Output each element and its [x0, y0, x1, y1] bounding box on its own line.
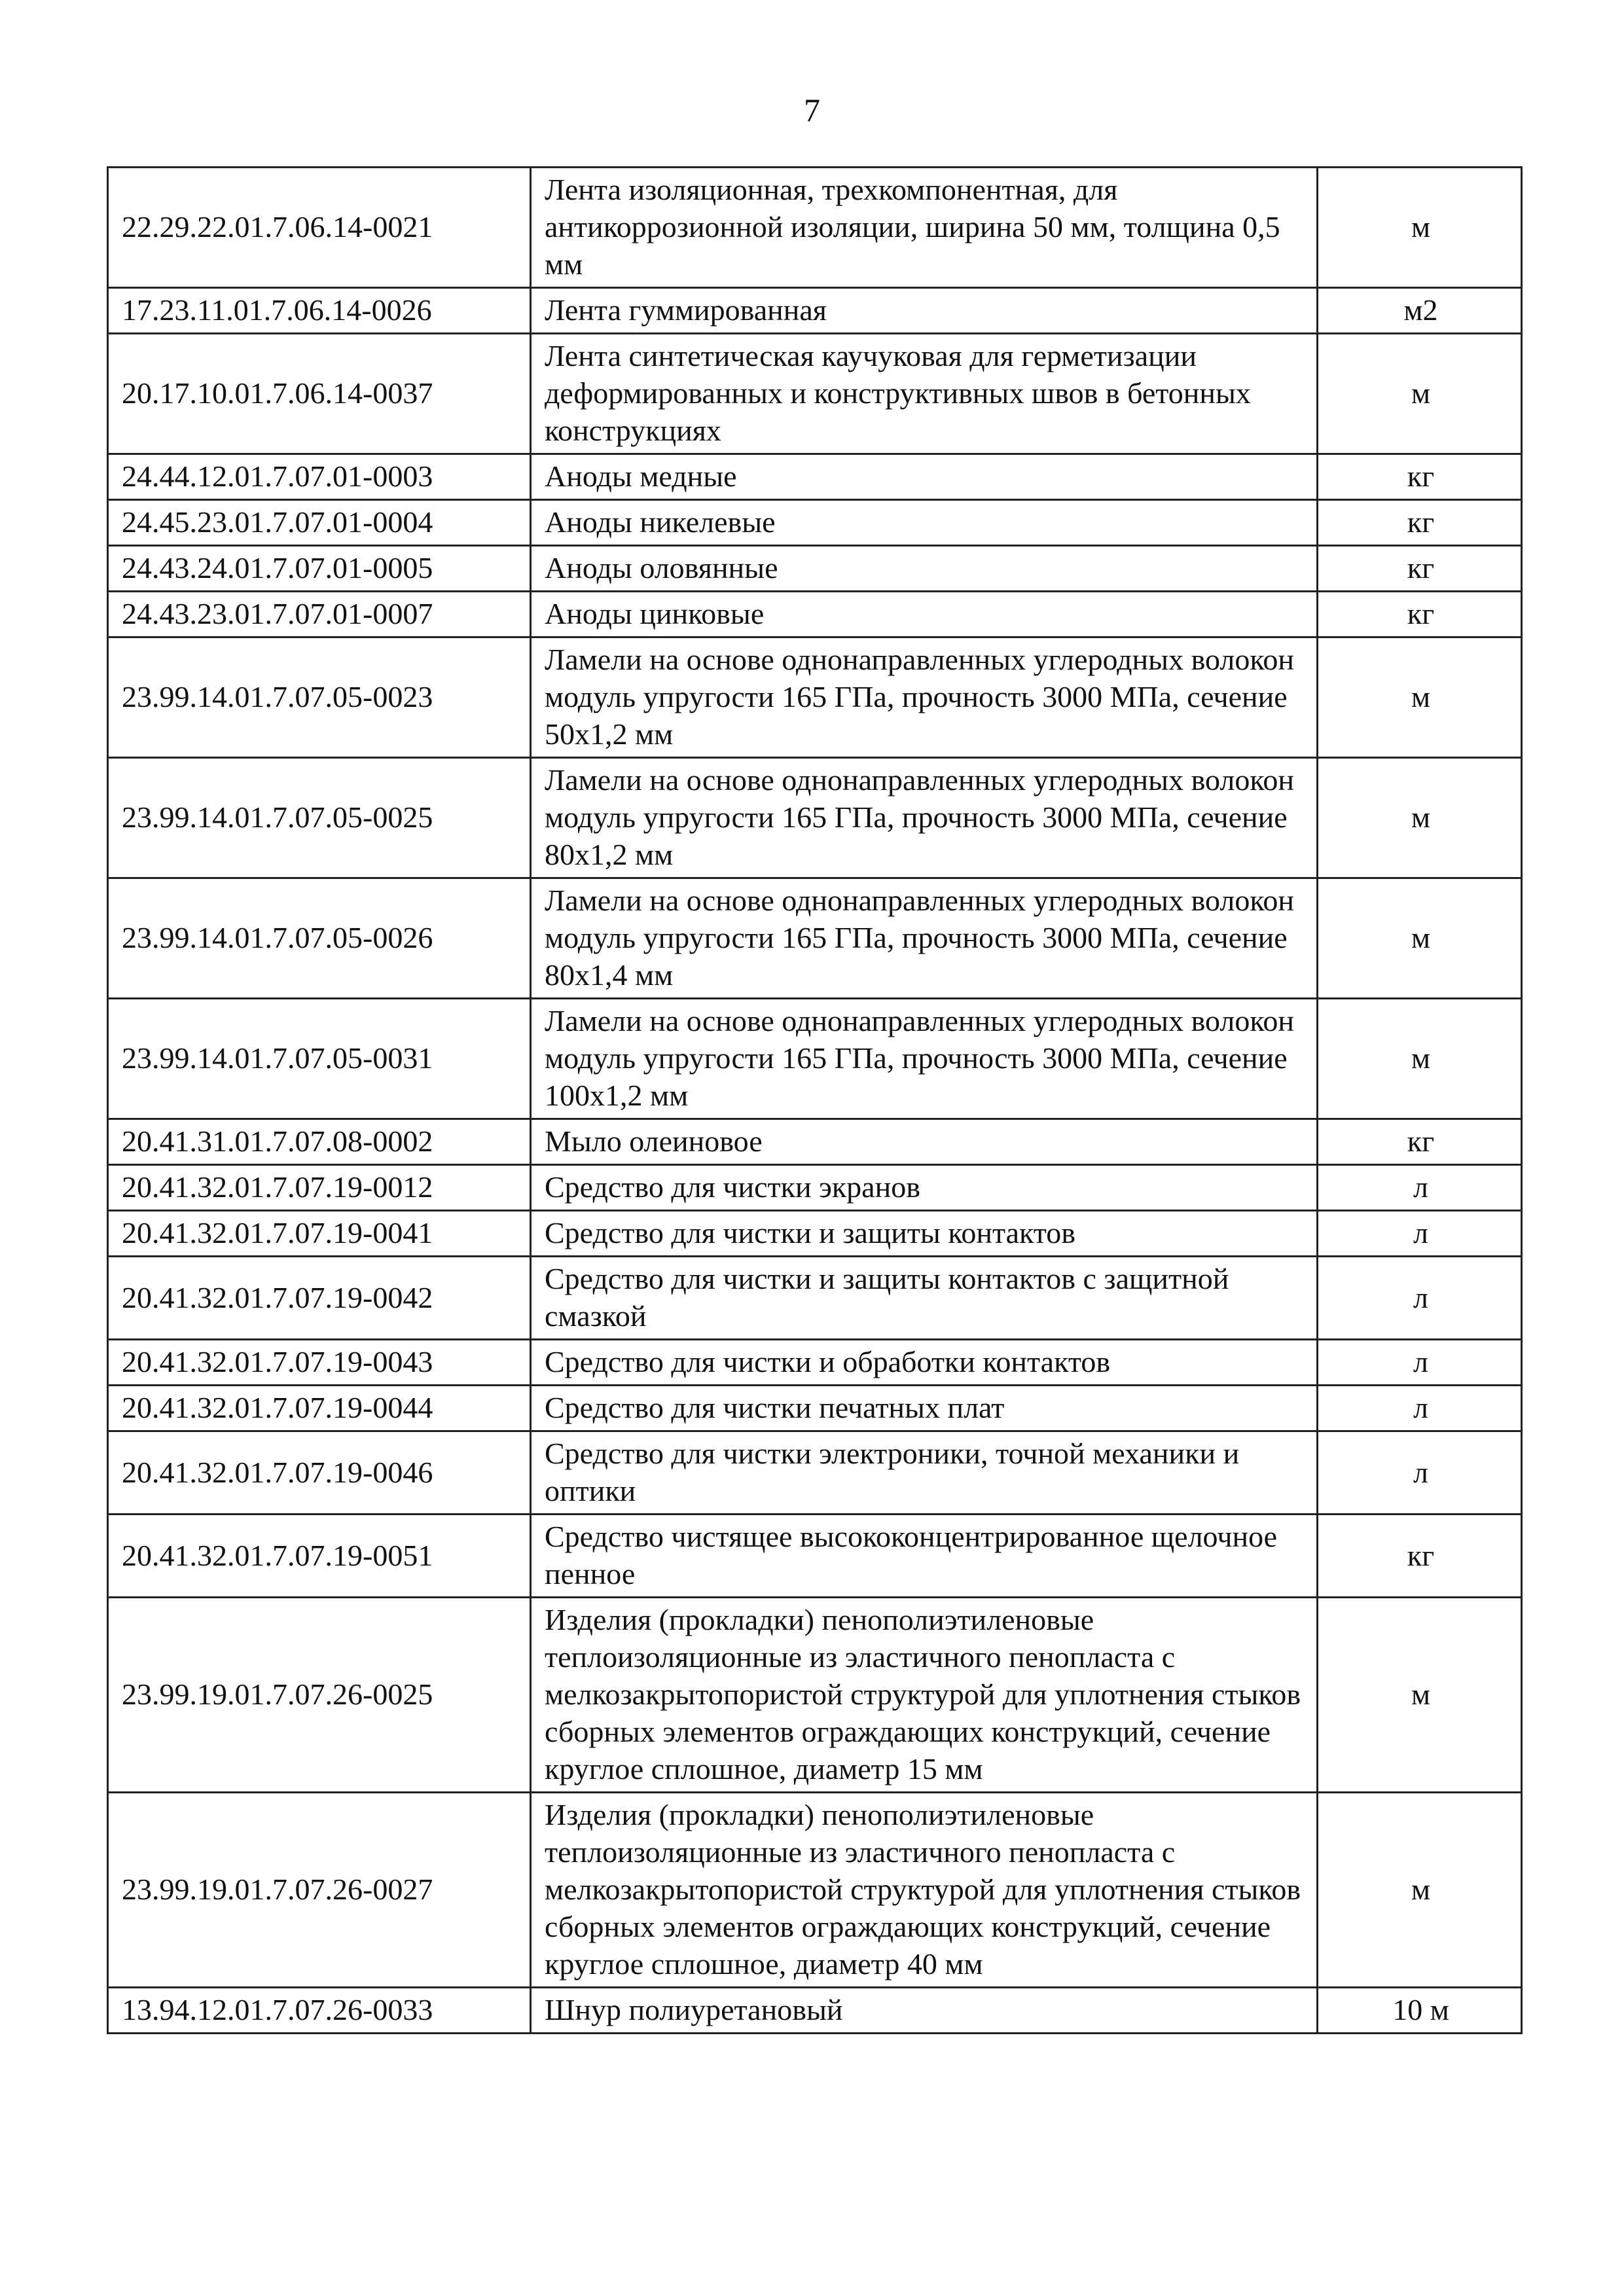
resource-code: 17.23.11.01.7.06.14-0026: [108, 288, 531, 334]
table-row: [108, 1165, 1522, 1211]
page-number: 7: [804, 92, 820, 128]
table-row: [108, 168, 1522, 288]
materials-table: [107, 166, 1523, 2034]
unit-of-measure: м: [1318, 999, 1522, 1119]
resource-code: 20.17.10.01.7.06.14-0037: [108, 334, 531, 454]
resource-code: 23.99.14.01.7.07.05-0031: [108, 999, 531, 1119]
resource-code: 20.41.31.01.7.07.08-0002: [108, 1119, 531, 1165]
table-row: [108, 1119, 1522, 1165]
table-row: [108, 999, 1522, 1119]
resource-name: Средство для чистки электроники, точной механики и оптики: [531, 1431, 1318, 1515]
resource-name: Ламели на основе однонаправленных углеродных волокон модуль упругости 165 ГПа, прочность 3000 МПа, сечение 80х1,4 мм: [531, 878, 1318, 999]
resource-name: Аноды никелевые: [531, 500, 1318, 546]
table-row: [108, 1431, 1522, 1515]
resource-code: 24.44.12.01.7.07.01-0003: [108, 454, 531, 500]
table-row: [108, 878, 1522, 999]
unit-of-measure: кг: [1318, 1119, 1522, 1165]
table-row: [108, 1257, 1522, 1340]
unit-of-measure: кг: [1318, 454, 1522, 500]
resource-name: Ламели на основе однонаправленных углеродных волокон модуль упругости 165 ГПа, прочность 3000 МПа, сечение 100х1,2 мм: [531, 999, 1318, 1119]
resource-name: Изделия (прокладки) пенополиэтиленовые теплоизоляционные из эластичного пенопласта с мелкозакрытопористой структурой для уплотнения стыков сборных элементов ограждающих конструкций, сечение круглое сплошное, диаметр 15 мм: [531, 1598, 1318, 1793]
unit-of-measure: м2: [1318, 288, 1522, 334]
unit-of-measure: 10 м: [1318, 1988, 1522, 2034]
table-row: [108, 1988, 1522, 2034]
resource-name: Средство для чистки и защиты контактов: [531, 1211, 1318, 1257]
table-row: [108, 1386, 1522, 1431]
resource-name: Шнур полиуретановый: [531, 1988, 1318, 2034]
table-row: [108, 288, 1522, 334]
unit-of-measure: кг: [1318, 500, 1522, 546]
resource-code: 20.41.32.01.7.07.19-0041: [108, 1211, 531, 1257]
resource-name: Лента изоляционная, трехкомпонентная, для антикоррозионной изоляции, ширина 50 мм, толщина 0,5 мм: [531, 168, 1318, 288]
table-row: [108, 546, 1522, 592]
resource-name: Аноды цинковые: [531, 592, 1318, 637]
resource-code: 23.99.14.01.7.07.05-0023: [108, 637, 531, 758]
resource-code: 24.43.23.01.7.07.01-0007: [108, 592, 531, 637]
resource-name: Ламели на основе однонаправленных углеродных волокон модуль упругости 165 ГПа, прочность 3000 МПа, сечение 50х1,2 мм: [531, 637, 1318, 758]
resource-code: 20.41.32.01.7.07.19-0046: [108, 1431, 531, 1515]
unit-of-measure: л: [1318, 1211, 1522, 1257]
unit-of-measure: л: [1318, 1340, 1522, 1386]
resource-code: 24.45.23.01.7.07.01-0004: [108, 500, 531, 546]
table-row: [108, 334, 1522, 454]
resource-code: 24.43.24.01.7.07.01-0005: [108, 546, 531, 592]
unit-of-measure: м: [1318, 758, 1522, 878]
table-row: [108, 1515, 1522, 1598]
resource-name: Аноды оловянные: [531, 546, 1318, 592]
unit-of-measure: кг: [1318, 546, 1522, 592]
table-row: [108, 1598, 1522, 1793]
materials-table-body: [108, 168, 1522, 2034]
unit-of-measure: л: [1318, 1431, 1522, 1515]
resource-name: Лента синтетическая каучуковая для герметизации деформированных и конструктивных швов в бетонных конструкциях: [531, 334, 1318, 454]
unit-of-measure: м: [1318, 1598, 1522, 1793]
resource-code: 20.41.32.01.7.07.19-0043: [108, 1340, 531, 1386]
resource-name: Средство для чистки печатных плат: [531, 1386, 1318, 1431]
unit-of-measure: м: [1318, 334, 1522, 454]
unit-of-measure: кг: [1318, 1515, 1522, 1598]
resource-name: Средство для чистки экранов: [531, 1165, 1318, 1211]
resource-code: 20.41.32.01.7.07.19-0012: [108, 1165, 531, 1211]
unit-of-measure: м: [1318, 637, 1522, 758]
resource-code: 20.41.32.01.7.07.19-0051: [108, 1515, 531, 1598]
resource-name: Изделия (прокладки) пенополиэтиленовые теплоизоляционные из эластичного пенопласта с мелкозакрытопористой структурой для уплотнения стыков сборных элементов ограждающих конструкций, сечение круглое сплошное, диаметр 40 мм: [531, 1793, 1318, 1988]
unit-of-measure: л: [1318, 1257, 1522, 1340]
table-row: [108, 500, 1522, 546]
table-row: [108, 454, 1522, 500]
resource-code: 23.99.19.01.7.07.26-0027: [108, 1793, 531, 1988]
resource-code: 22.29.22.01.7.06.14-0021: [108, 168, 531, 288]
unit-of-measure: кг: [1318, 592, 1522, 637]
table-row: [108, 758, 1522, 878]
unit-of-measure: м: [1318, 1793, 1522, 1988]
resource-name: Лента гуммированная: [531, 288, 1318, 334]
resource-name: Средство чистящее высококонцентрированное щелочное пенное: [531, 1515, 1318, 1598]
unit-of-measure: м: [1318, 168, 1522, 288]
resource-name: Средство для чистки и защиты контактов с защитной смазкой: [531, 1257, 1318, 1340]
resource-code: 23.99.19.01.7.07.26-0025: [108, 1598, 531, 1793]
table-row: [108, 592, 1522, 637]
table-row: [108, 637, 1522, 758]
resource-name: Аноды медные: [531, 454, 1318, 500]
resource-name: Средство для чистки и обработки контактов: [531, 1340, 1318, 1386]
unit-of-measure: л: [1318, 1386, 1522, 1431]
table-row: [108, 1793, 1522, 1988]
resource-name: Ламели на основе однонаправленных углеродных волокон модуль упругости 165 ГПа, прочность 3000 МПа, сечение 80х1,2 мм: [531, 758, 1318, 878]
resource-code: 13.94.12.01.7.07.26-0033: [108, 1988, 531, 2034]
resource-code: 23.99.14.01.7.07.05-0026: [108, 878, 531, 999]
table-row: [108, 1211, 1522, 1257]
resource-code: 20.41.32.01.7.07.19-0044: [108, 1386, 531, 1431]
resource-code: 23.99.14.01.7.07.05-0025: [108, 758, 531, 878]
resource-name: Мыло олеиновое: [531, 1119, 1318, 1165]
table-row: [108, 1340, 1522, 1386]
unit-of-measure: л: [1318, 1165, 1522, 1211]
resource-code: 20.41.32.01.7.07.19-0042: [108, 1257, 531, 1340]
unit-of-measure: м: [1318, 878, 1522, 999]
